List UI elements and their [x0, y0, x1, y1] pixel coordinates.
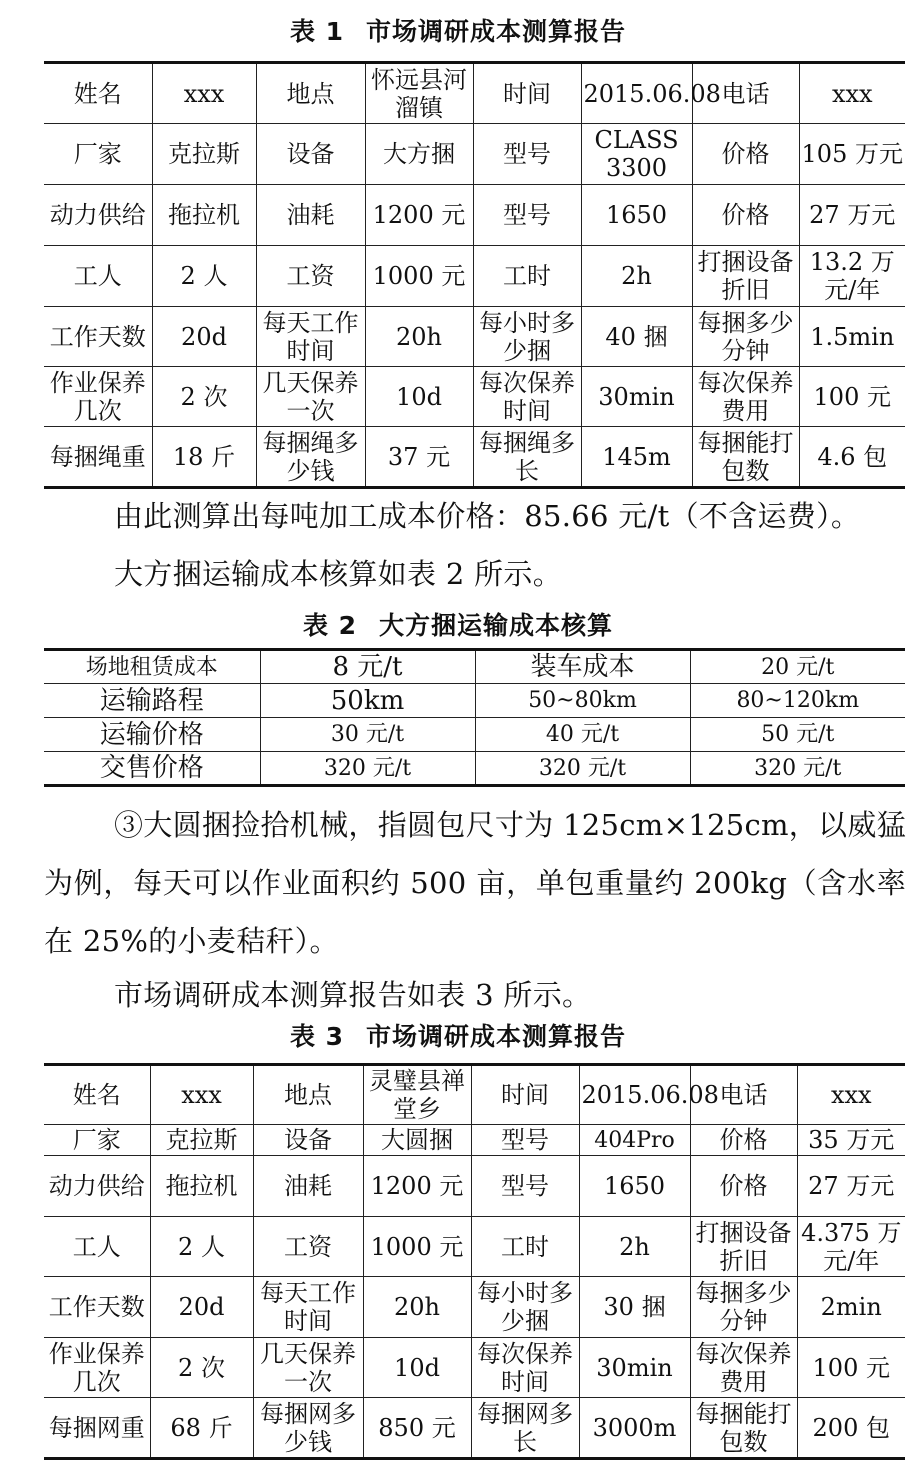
- table-cell: 交售价格: [44, 752, 260, 786]
- table1-row: [44, 124, 905, 185]
- table-cell: 20d: [152, 307, 256, 367]
- table-cell: 工资: [256, 246, 365, 307]
- table-cell: 价格: [690, 1156, 797, 1217]
- table3: [44, 1063, 905, 1460]
- table-cell: 3000m: [579, 1398, 690, 1459]
- table-cell: 作业保养几次: [44, 367, 152, 427]
- table-cell: 1650: [579, 1156, 690, 1217]
- table-cell: 时间: [471, 1065, 579, 1125]
- table-cell: 型号: [473, 124, 581, 185]
- table3-row: [44, 1277, 905, 1338]
- table-cell: 怀远县河溜镇: [365, 63, 473, 124]
- table-cell: 油耗: [256, 185, 365, 246]
- table-cell: 设备: [253, 1125, 363, 1156]
- table2: [44, 648, 905, 787]
- table-cell: 工人: [44, 246, 152, 307]
- table-cell: 型号: [471, 1156, 579, 1217]
- table1-row: [44, 367, 905, 427]
- table-cell: xxx: [152, 63, 256, 124]
- table2-caption: [0, 610, 916, 642]
- table-cell: 每捆多少分钟: [690, 1277, 797, 1338]
- table1-row: [44, 63, 905, 124]
- table-cell: 工时: [471, 1217, 579, 1277]
- table-cell: 2 次: [150, 1338, 253, 1398]
- table-cell: 2 次: [152, 367, 256, 427]
- table-cell: 克拉斯: [152, 124, 256, 185]
- table-cell: 工作天数: [44, 307, 152, 367]
- table1: [44, 61, 905, 489]
- table-cell: 油耗: [253, 1156, 363, 1217]
- table-cell: 1200 元: [363, 1156, 471, 1217]
- table-cell: 灵璧县禅堂乡: [363, 1065, 471, 1125]
- table-cell: CLASS 3300: [581, 124, 692, 185]
- table-cell: 每捆绳多少钱: [256, 427, 365, 488]
- table-cell: 27 万元: [797, 1156, 905, 1217]
- table-cell: 320 元/t: [690, 752, 905, 786]
- table-cell: 2015.06.08: [581, 63, 692, 124]
- table-cell: 1000 元: [365, 246, 473, 307]
- table-cell: 型号: [471, 1125, 579, 1156]
- table-cell: 动力供给: [44, 185, 152, 246]
- table-cell: 场地租赁成本: [44, 650, 260, 684]
- table-cell: 拖拉机: [150, 1156, 253, 1217]
- table-cell: 每捆绳多长: [473, 427, 581, 488]
- table-cell: xxx: [799, 63, 905, 124]
- table-cell: 电话: [690, 1065, 797, 1125]
- table-cell: 2 人: [150, 1217, 253, 1277]
- paragraph-table2-ref: 大方捆运输成本核算如表 2 所示。: [114, 557, 562, 591]
- table-cell: 18 斤: [152, 427, 256, 488]
- table-cell: 37 元: [365, 427, 473, 488]
- table3-row: [44, 1156, 905, 1217]
- table-cell: 克拉斯: [150, 1125, 253, 1156]
- table-cell: 2h: [579, 1217, 690, 1277]
- table-cell: 50km: [260, 684, 475, 718]
- table-cell: 30 元/t: [260, 718, 475, 752]
- table-cell: 几天保养一次: [253, 1338, 363, 1398]
- table-cell: 运输路程: [44, 684, 260, 718]
- table-cell: 每次保养时间: [473, 367, 581, 427]
- table1-row: [44, 307, 905, 367]
- table2-row: [44, 752, 905, 786]
- table-cell: 姓名: [44, 63, 152, 124]
- table2-row: [44, 650, 905, 684]
- table-cell: 10d: [365, 367, 473, 427]
- table3-row: [44, 1065, 905, 1125]
- table-cell: 35 万元: [797, 1125, 905, 1156]
- table-cell: 型号: [473, 185, 581, 246]
- table-cell: 每捆多少分钟: [692, 307, 799, 367]
- table1-caption: [0, 16, 916, 48]
- table-cell: 1200 元: [365, 185, 473, 246]
- paragraph-table3-ref: 市场调研成本测算报告如表 3 所示。: [114, 978, 592, 1012]
- table-cell: 每次保养时间: [471, 1338, 579, 1398]
- table2-caption-number: 表 2: [302, 611, 358, 640]
- table-cell: 价格: [692, 124, 799, 185]
- table3-row: [44, 1338, 905, 1398]
- table3-row: [44, 1217, 905, 1277]
- table-cell: 13.2 万元/年: [799, 246, 905, 307]
- table-cell: 运输价格: [44, 718, 260, 752]
- table-cell: 价格: [692, 185, 799, 246]
- table1-row: [44, 185, 905, 246]
- table-cell: 80~120km: [690, 684, 905, 718]
- table-cell: 工时: [473, 246, 581, 307]
- table-cell: 打捆设备折旧: [692, 246, 799, 307]
- table-cell: 50 元/t: [690, 718, 905, 752]
- table-cell: 30min: [579, 1338, 690, 1398]
- table-cell: 每捆能打包数: [692, 427, 799, 488]
- table-cell: 价格: [690, 1125, 797, 1156]
- table-cell: 设备: [256, 124, 365, 185]
- table-cell: 装车成本: [475, 650, 690, 684]
- table-cell: 每捆网多少钱: [253, 1398, 363, 1459]
- table-cell: 20h: [365, 307, 473, 367]
- table-cell: 每捆能打包数: [690, 1398, 797, 1459]
- table-cell: 厂家: [44, 1125, 150, 1156]
- table-cell: 地点: [253, 1065, 363, 1125]
- table-cell: 几天保养一次: [256, 367, 365, 427]
- table-cell: 2h: [581, 246, 692, 307]
- table-cell: 工作天数: [44, 1277, 150, 1338]
- table-cell: 320 元/t: [475, 752, 690, 786]
- table-cell: 每捆网重: [44, 1398, 150, 1459]
- table-cell: 2015.06.08: [579, 1065, 690, 1125]
- table-cell: 拖拉机: [152, 185, 256, 246]
- table-cell: 50~80km: [475, 684, 690, 718]
- table-cell: 20h: [363, 1277, 471, 1338]
- table-cell: 40 捆: [581, 307, 692, 367]
- table-cell: 时间: [473, 63, 581, 124]
- table-cell: 68 斤: [150, 1398, 253, 1459]
- table-cell: 850 元: [363, 1398, 471, 1459]
- table-cell: 10d: [363, 1338, 471, 1398]
- table-cell: 404Pro: [579, 1125, 690, 1156]
- table-cell: 动力供给: [44, 1156, 150, 1217]
- table-cell: 30min: [581, 367, 692, 427]
- table-cell: 40 元/t: [475, 718, 690, 752]
- table-cell: 1.5min: [799, 307, 905, 367]
- table1-row: [44, 427, 905, 488]
- table-cell: 电话: [692, 63, 799, 124]
- table3-caption: [0, 1021, 916, 1053]
- table-cell: 30 捆: [579, 1277, 690, 1338]
- table-cell: 320 元/t: [260, 752, 475, 786]
- table-cell: 每小时多少捆: [471, 1277, 579, 1338]
- table2-caption-title: 大方捆运输成本核算: [379, 611, 614, 640]
- paragraph-round-baler: ③大圆捆捡拾机械，指圆包尺寸为 125cm×125cm，以威猛为例，每天可以作业面积约 500 亩，单包重量约 200kg（含水率在 25%的小麦秸秆）。: [44, 808, 907, 958]
- table-cell: 1000 元: [363, 1217, 471, 1277]
- table-cell: 2min: [797, 1277, 905, 1338]
- table-cell: 20d: [150, 1277, 253, 1338]
- table3-row: [44, 1125, 905, 1156]
- table-cell: 姓名: [44, 1065, 150, 1125]
- table-cell: 100 元: [797, 1338, 905, 1398]
- table-cell: 大方捆: [365, 124, 473, 185]
- table-cell: 作业保养几次: [44, 1338, 150, 1398]
- table3-row: [44, 1398, 905, 1459]
- table1-caption-title: 市场调研成本测算报告: [366, 17, 627, 46]
- table-cell: 大圆捆: [363, 1125, 471, 1156]
- table-cell: 100 元: [799, 367, 905, 427]
- table-cell: 20 元/t: [690, 650, 905, 684]
- table-cell: 145m: [581, 427, 692, 488]
- table-cell: 每次保养费用: [690, 1338, 797, 1398]
- table-cell: 8 元/t: [260, 650, 475, 684]
- table-cell: 200 包: [797, 1398, 905, 1459]
- table1-caption-number: 表 1: [289, 17, 345, 46]
- table-cell: 每捆绳重: [44, 427, 152, 488]
- table-cell: xxx: [150, 1065, 253, 1125]
- table2-row: [44, 718, 905, 752]
- table-cell: 每小时多少捆: [473, 307, 581, 367]
- table3-caption-number: 表 3: [289, 1022, 345, 1051]
- table-cell: 厂家: [44, 124, 152, 185]
- table1-row: [44, 246, 905, 307]
- table-cell: 工资: [253, 1217, 363, 1277]
- table-cell: 4.6 包: [799, 427, 905, 488]
- paragraph-cost-result: 由此测算出每吨加工成本价格：85.66 元/t（不含运费）。: [114, 499, 861, 533]
- table-cell: 打捆设备折旧: [690, 1217, 797, 1277]
- table-cell: 工人: [44, 1217, 150, 1277]
- table-cell: 2 人: [152, 246, 256, 307]
- table-cell: 27 万元: [799, 185, 905, 246]
- table-cell: 每捆网多长: [471, 1398, 579, 1459]
- table2-row: [44, 684, 905, 718]
- table-cell: xxx: [797, 1065, 905, 1125]
- table3-caption-title: 市场调研成本测算报告: [366, 1022, 627, 1051]
- table-cell: 1650: [581, 185, 692, 246]
- table-cell: 4.375 万元/年: [797, 1217, 905, 1277]
- table-cell: 每天工作时间: [256, 307, 365, 367]
- table-cell: 地点: [256, 63, 365, 124]
- table-cell: 105 万元: [799, 124, 905, 185]
- table-cell: 每天工作时间: [253, 1277, 363, 1338]
- table-cell: 每次保养费用: [692, 367, 799, 427]
